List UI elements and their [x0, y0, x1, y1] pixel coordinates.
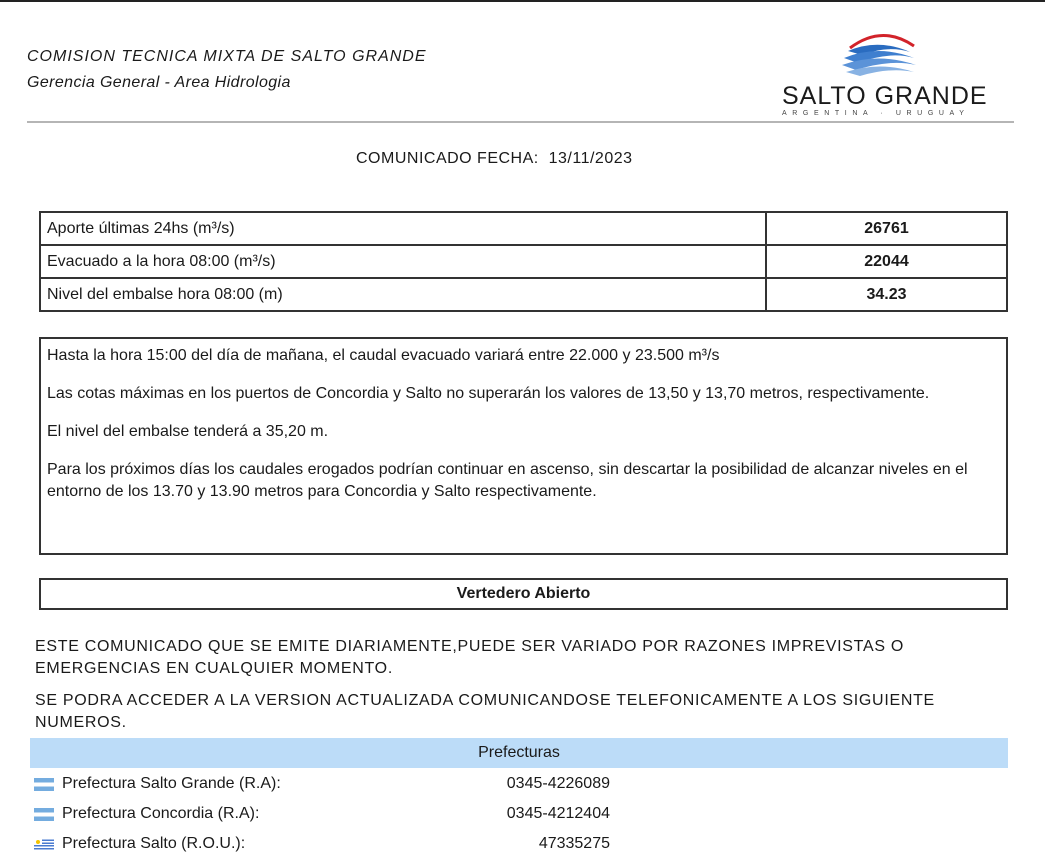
notice-paragraph: SE PODRA ACCEDER A LA VERSION ACTUALIZADA COMUNICANDOSE TELEFONICAMENTE A LOS SIGUIENTE NUMEROS.	[35, 692, 935, 731]
values-table	[39, 211, 1008, 312]
forecast-paragraph: Para los próximos días los caudales erogados podrían continuar en ascenso, sin descartar la posibilidad de alcanzar niveles en el entorno de los 13.70 y 13.90 metros para Concordia y Salto respectivamente.	[47, 461, 968, 500]
prefectura-row	[34, 832, 634, 856]
comunicado-label: COMUNICADO FECHA:	[356, 150, 539, 167]
spillway-status: Vertedero Abierto	[39, 578, 1008, 610]
prefectura-phone: 0345-4212404	[506, 805, 610, 822]
logo-name: SALTO GRANDE	[782, 82, 988, 110]
forecast-paragraph: Las cotas máximas en los puertos de Concordia y Salto no superarán los valores de 13,50 y 13,70 metros, respectivamente.	[47, 385, 930, 402]
organization-name: COMISION TECNICA MIXTA DE SALTO GRANDE	[27, 48, 427, 65]
table-row	[40, 245, 1007, 278]
prefectura-phone: 47335275	[538, 835, 610, 852]
value-label: Nivel del embalse hora 08:00 (m)	[40, 278, 766, 311]
prefectura-name: Prefectura Salto Grande (R.A):	[62, 775, 281, 792]
prefectura-phone: 0345-4226089	[506, 775, 610, 792]
prefectura-name: Prefectura Salto (R.O.U.):	[62, 835, 246, 852]
argentina-flag-icon	[34, 808, 54, 821]
value-number: 34.23	[766, 278, 1007, 311]
uruguay-flag-icon	[34, 838, 54, 851]
value-label: Evacuado a la hora 08:00 (m³/s)	[40, 245, 766, 278]
forecast-paragraph: El nivel del embalse tenderá a 35,20 m.	[47, 423, 329, 440]
value-number: 22044	[766, 245, 1007, 278]
prefectura-row	[34, 772, 634, 796]
comunicado-date: 13/11/2023	[548, 150, 633, 167]
salto-grande-logo	[778, 28, 992, 122]
value-label: Aporte últimas 24hs (m³/s)	[40, 212, 766, 245]
top-rule	[0, 0, 1045, 2]
comunicado-date-line	[356, 150, 633, 168]
prefecturas-header: Prefecturas	[30, 738, 1008, 768]
value-number: 26761	[766, 212, 1007, 245]
forecast-paragraph: Hasta la hora 15:00 del día de mañana, el caudal evacuado variará entre 22.000 y 23.500 m³/s	[47, 347, 720, 364]
department-name: Gerencia General - Area Hidrologia	[27, 74, 291, 91]
salto-grande-waves-icon	[778, 28, 992, 84]
prefectura-row	[34, 802, 634, 826]
prefectura-name: Prefectura Concordia (R.A):	[62, 805, 260, 822]
table-row	[40, 278, 1007, 311]
header-divider	[27, 121, 1014, 123]
forecast-box	[39, 337, 1008, 555]
table-row	[40, 212, 1007, 245]
argentina-flag-icon	[34, 778, 54, 791]
notice-paragraph: ESTE COMUNICADO QUE SE EMITE DIARIAMENTE,PUEDE SER VARIADO POR RAZONES IMPREVISTAS O EMERGENCIAS EN CUALQUIER MOMENTO.	[35, 638, 904, 677]
logo-subtitle: ARGENTINA · URUGUAY	[782, 110, 970, 117]
